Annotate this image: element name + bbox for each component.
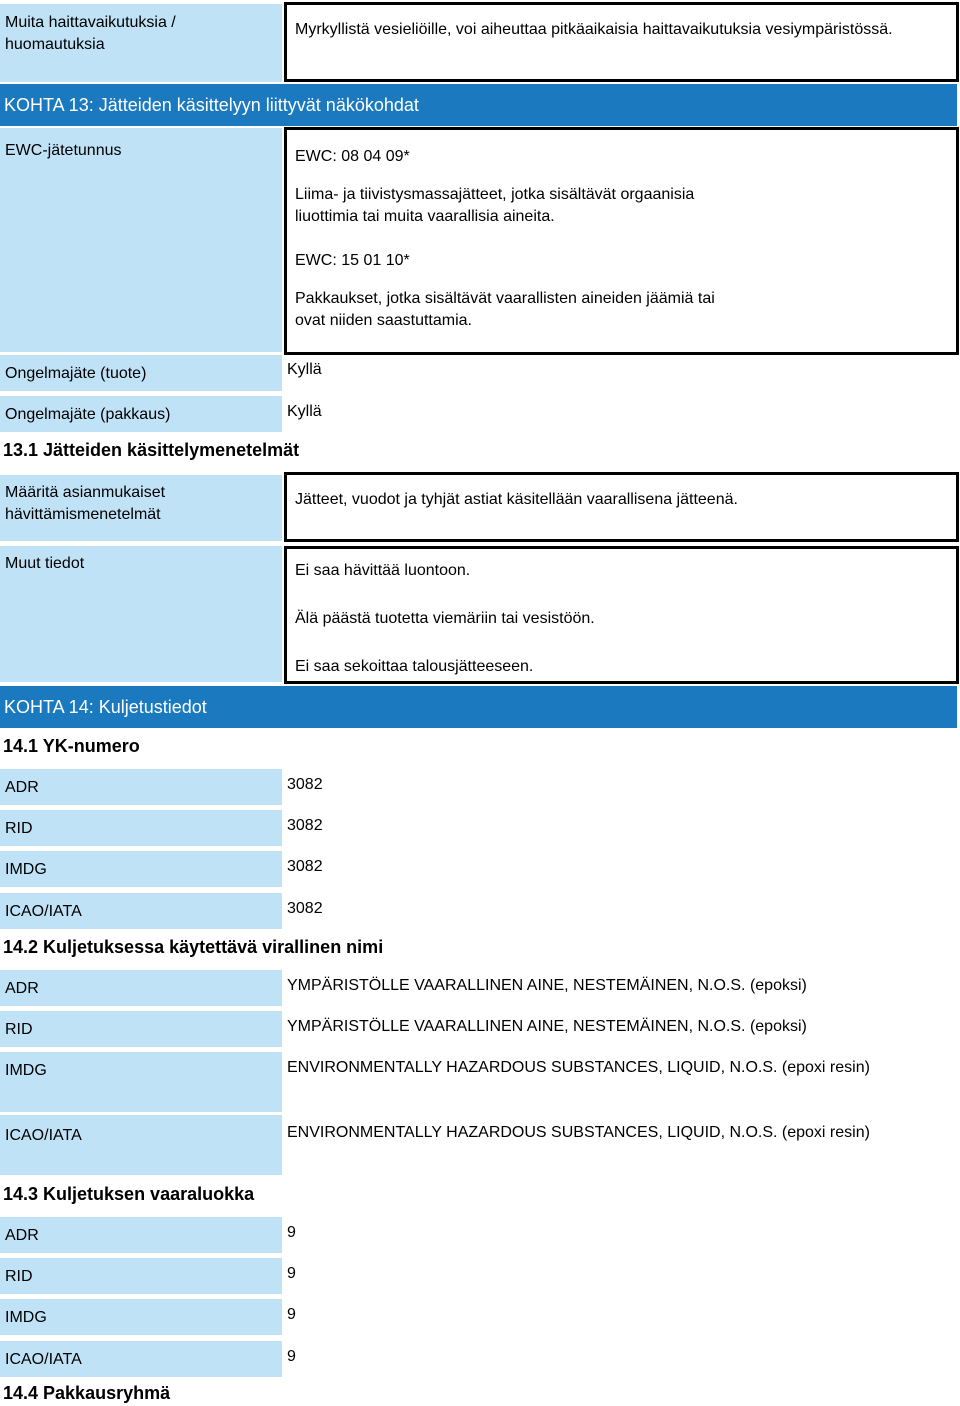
un-icao-value: 3082 [287,900,323,917]
name-icao-value: ENVIRONMENTALLY HAZARDOUS SUBSTANCES, LIQUID, N.O.S. (epoxi resin) [287,1124,870,1141]
other-info-value-box [284,546,959,684]
other-info-line-3: Ei saa sekoittaa talousjätteeseen. [295,658,534,675]
other-effects-text: Myrkyllistä vesieliöille, voi aiheuttaa pitkäaikaisia haittavaikutuksia vesiympäristössä. [295,21,893,38]
class-imdg-value: 9 [287,1306,296,1323]
disposal-methods-text: Jätteet, vuodot ja tyhjät astiat käsitellään vaarallisena jätteenä. [295,491,738,508]
class-imdg-label: IMDG [0,1299,282,1335]
other-info-label: Muut tiedot [0,546,282,682]
un-rid-label: RID [0,810,282,846]
class-icao-value: 9 [287,1348,296,1365]
hazwaste-product-label: Ongelmajäte (tuote) [0,355,282,391]
disposal-methods-value [284,472,959,542]
class-adr-value: 9 [287,1224,296,1241]
ewc-desc-1: Liima- ja tiivistysmassajätteet, jotka sisältävät orgaanisia liuottimia tai muita vaarallisia aineita. [295,186,695,225]
name-adr-label: ADR [0,970,282,1006]
hazwaste-pack-label: Ongelmajäte (pakkaus) [0,396,282,432]
other-effects-label: Muita haittavaikutuksia / huomautuksia [0,4,282,82]
other-effects-value [284,2,959,82]
subsection-14-4-title: 14.4 Pakkausryhmä [3,1383,171,1403]
name-rid-value: YMPÄRISTÖLLE VAARALLINEN AINE, NESTEMÄINEN, N.O.S. (epoksi) [287,1018,807,1035]
ewc-value-box [284,127,959,355]
disposal-methods-label: Määritä asianmukaiset hävittämismenetelmät [0,475,282,541]
other-info-line-1: Ei saa hävittää luontoon. [295,562,471,579]
hazwaste-pack-value: Kyllä [287,403,322,420]
ewc-code-2: EWC: 15 01 10* [295,252,410,269]
section-14-heading: KOHTA 14: Kuljetustiedot [0,686,957,728]
subsection-13-1-title: 13.1 Jätteiden käsittelymenetelmät [3,440,300,460]
subsection-14-1-title: 14.1 YK-numero [3,736,140,756]
name-rid-label: RID [0,1011,282,1047]
ewc-label: EWC-jätetunnus [0,128,282,352]
ewc-desc-2: Pakkaukset, jotka sisältävät vaarallisten aineiden jäämiä tai ovat niiden saastuttamia. [295,290,715,329]
ewc-code-1: EWC: 08 04 09* [295,148,410,165]
name-imdg-value: ENVIRONMENTALLY HAZARDOUS SUBSTANCES, LIQUID, N.O.S. (epoxi resin) [287,1059,870,1076]
other-info-line-2: Älä päästä tuotetta viemäriin tai vesistöön. [295,610,595,627]
un-adr-label: ADR [0,769,282,805]
name-imdg-label: IMDG [0,1052,282,1112]
hazwaste-product-value: Kyllä [287,361,322,378]
class-adr-label: ADR [0,1217,282,1253]
class-rid-value: 9 [287,1265,296,1282]
class-icao-label: ICAO/IATA [0,1341,282,1377]
un-adr-value: 3082 [287,776,323,793]
un-rid-value: 3082 [287,817,323,834]
un-imdg-label: IMDG [0,851,282,887]
un-imdg-value: 3082 [287,858,323,875]
subsection-14-3-title: 14.3 Kuljetuksen vaaraluokka [3,1184,255,1204]
section-13-heading: KOHTA 13: Jätteiden käsittelyyn liittyvät näkökohdat [0,84,957,126]
subsection-14-2-title: 14.2 Kuljetuksessa käytettävä virallinen nimi [3,937,384,957]
name-adr-value: YMPÄRISTÖLLE VAARALLINEN AINE, NESTEMÄINEN, N.O.S. (epoksi) [287,977,807,994]
name-icao-label: ICAO/IATA [0,1115,282,1175]
class-rid-label: RID [0,1258,282,1294]
un-icao-label: ICAO/IATA [0,893,282,929]
